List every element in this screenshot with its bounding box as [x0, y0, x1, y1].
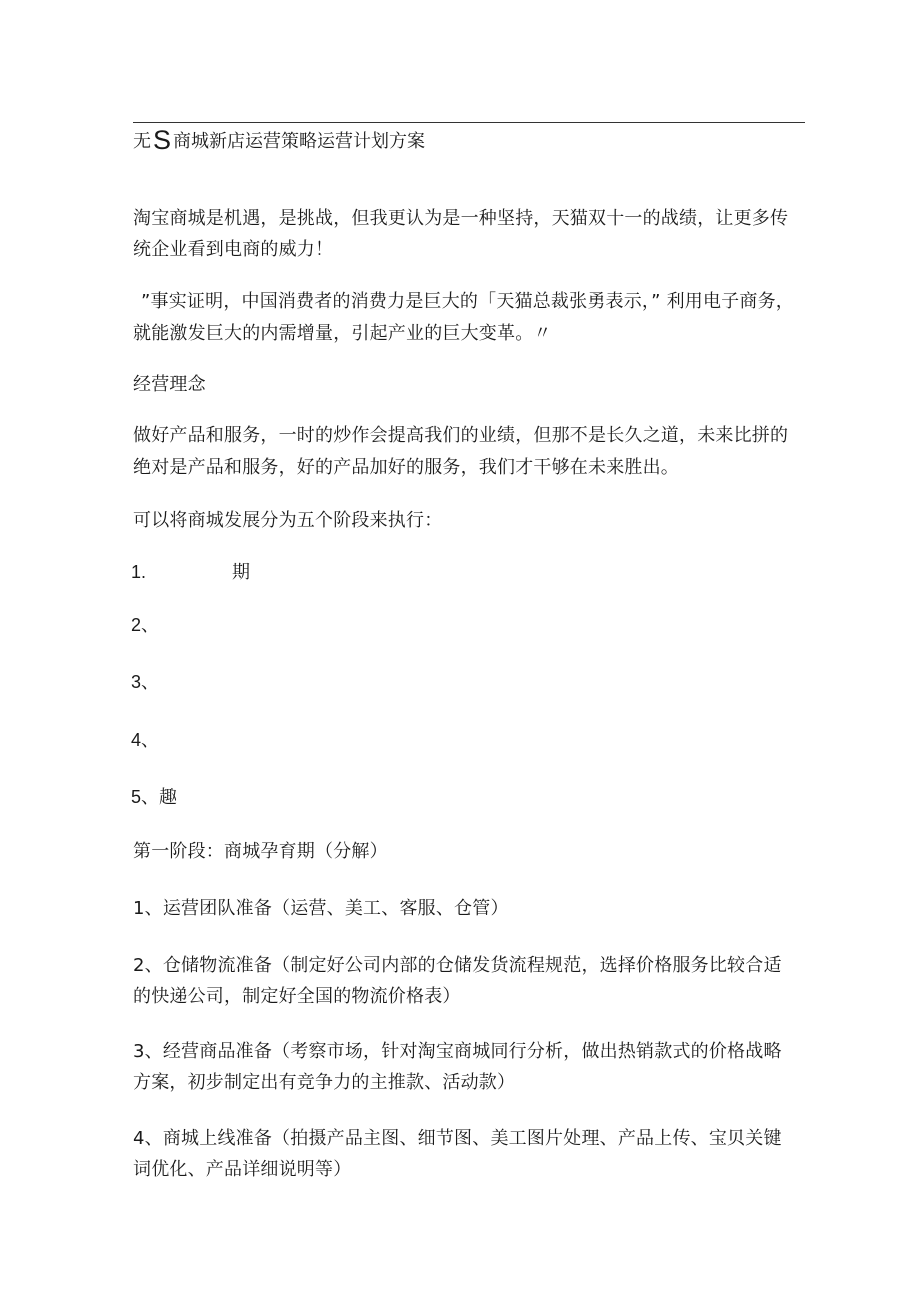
- stage-text: 期: [232, 562, 251, 583]
- phase1-item-1: 1、运营团队准备（运营、美工、客服、仓管）: [133, 898, 509, 919]
- stage-number: 3、: [131, 672, 160, 692]
- stage-text: 趣: [159, 787, 178, 808]
- stage-item-5: [131, 783, 177, 812]
- title-suffix: 商城新店运营策略运营计划方案: [173, 131, 426, 152]
- quote-line-2: 就能激发巨大的内需增量，引起产业的巨大变革。〃: [133, 323, 552, 344]
- intro-line-2: 统企业看到电商的威力！: [133, 239, 334, 260]
- title-prefix: 无: [133, 131, 151, 152]
- phase1-item-4-line-2: 词优化、产品详细说明等）: [133, 1159, 352, 1180]
- stage-number: 5、: [131, 787, 160, 807]
- phase1-item-2-line-2: 的快递公司，制定好全国的物流价格表）: [133, 986, 461, 1007]
- title-s: S: [153, 125, 172, 155]
- phase1-heading: 第一阶段：商城孕育期（分解）: [133, 841, 388, 862]
- stage-number: 4、: [131, 730, 160, 750]
- stage-item-2: [131, 611, 159, 640]
- stages-intro: 可以将商城发展分为五个阶段来执行：: [133, 510, 443, 531]
- phase1-item-3-line-2: 方案，初步制定出有竞争力的主推款、活动款）: [133, 1072, 516, 1093]
- concept-line-2: 绝对是产品和服务，好的产品加好的服务，我们才干够在未来胜出。: [133, 457, 679, 478]
- stage-number: 1.: [131, 562, 147, 582]
- header-rule: [133, 122, 805, 123]
- stage-item-3: [131, 668, 159, 697]
- concept-line-1: 做好产品和服务，一时的炒作会提高我们的业绩，但那不是长久之道，未来比拼的: [133, 425, 789, 446]
- document-title: [133, 126, 425, 156]
- quote-line-1: ”事实证明，中国消费者的消费力是巨大的「天猫总裁张勇表示，” 利用电子商务，: [141, 291, 794, 312]
- phase1-item-4-line-1: 4、商城上线准备（拍摄产品主图、细节图、美工图片处理、产品上传、宝贝关键: [133, 1128, 782, 1149]
- stage-item-4: [131, 726, 159, 755]
- stage-item-1: [131, 558, 250, 587]
- phase1-item-2-line-1: 2、仓储物流准备（制定好公司内部的仓储发货流程规范，选择价格服务比较合适: [133, 955, 782, 976]
- phase1-item-3-line-1: 3、经营商品准备（考察市场，针对淘宝商城同行分析，做出热销款式的价格战略: [133, 1041, 782, 1062]
- heading-concept: 经营理念: [133, 374, 206, 395]
- stage-number: 2、: [131, 615, 160, 635]
- intro-line-1: 淘宝商城是机遇，是挑战，但我更认为是一种坚持，天猫双十一的战绩，让更多传: [133, 208, 789, 229]
